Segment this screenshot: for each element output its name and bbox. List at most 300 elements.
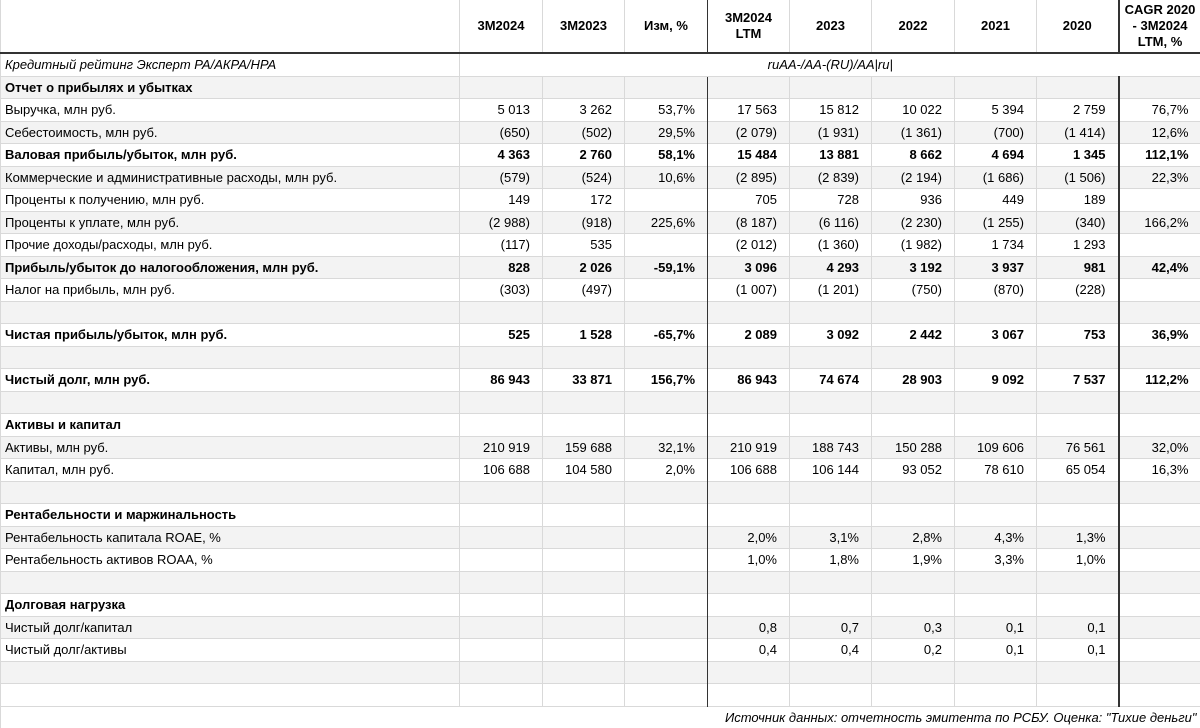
table-cell: (340)	[1037, 211, 1119, 234]
table-cell	[460, 571, 543, 594]
table-cell	[1037, 346, 1119, 369]
table-cell	[625, 346, 708, 369]
table-cell	[1037, 594, 1119, 617]
table-cell	[1037, 301, 1119, 324]
table-cell: (502)	[543, 121, 625, 144]
row-label: Отчет о прибылях и убытках	[1, 76, 460, 99]
table-cell	[543, 526, 625, 549]
table-cell: 9 092	[955, 369, 1037, 392]
table-cell: 3 262	[543, 99, 625, 122]
table-cell	[543, 391, 625, 414]
row-label	[1, 571, 460, 594]
table-row	[1, 504, 1200, 527]
table-cell: 3,3%	[955, 549, 1037, 572]
table-cell	[872, 594, 955, 617]
table-cell	[1037, 481, 1119, 504]
table-cell: 7 537	[1037, 369, 1119, 392]
table-cell: (750)	[872, 279, 955, 302]
table-cell: 4 363	[460, 144, 543, 167]
table-cell: 210 919	[460, 436, 543, 459]
row-label: Чистый долг/капитал	[1, 616, 460, 639]
table-cell: (1 201)	[790, 279, 872, 302]
table-cell: 188 743	[790, 436, 872, 459]
table-cell	[1119, 594, 1200, 617]
table-cell: 2,0%	[625, 459, 708, 482]
table-cell	[955, 684, 1037, 707]
table-cell: 535	[543, 234, 625, 257]
table-cell	[625, 639, 708, 662]
table-cell	[708, 346, 790, 369]
table-cell	[625, 414, 708, 437]
table-cell	[790, 301, 872, 324]
table-cell: 0,7	[790, 616, 872, 639]
row-label: Капитал, млн руб.	[1, 459, 460, 482]
table-cell: 78 610	[955, 459, 1037, 482]
source-note: Источник данных: отчетность эмитента по РСБУ. Оценка: "Тихие деньги"	[1, 706, 1200, 728]
table-cell: 33 871	[543, 369, 625, 392]
table-cell: 2,0%	[708, 526, 790, 549]
table-cell	[625, 526, 708, 549]
table-row	[1, 189, 1200, 212]
table-cell	[1037, 76, 1119, 99]
table-cell: 172	[543, 189, 625, 212]
table-cell: 4,3%	[955, 526, 1037, 549]
table-cell	[543, 639, 625, 662]
table-cell	[543, 684, 625, 707]
table-row	[1, 211, 1200, 234]
table-cell	[708, 481, 790, 504]
table-cell	[1119, 639, 1200, 662]
table-cell: 159 688	[543, 436, 625, 459]
row-label: Чистый долг, млн руб.	[1, 369, 460, 392]
table-cell: 1,9%	[872, 549, 955, 572]
table-cell: 753	[1037, 324, 1119, 347]
table-cell: 0,1	[955, 639, 1037, 662]
table-row	[1, 481, 1200, 504]
table-cell	[543, 76, 625, 99]
column-header-4: 3М2024 LTM	[708, 0, 790, 53]
table-cell	[543, 481, 625, 504]
table-cell: (1 931)	[790, 121, 872, 144]
table-cell: 109 606	[955, 436, 1037, 459]
table-cell	[460, 481, 543, 504]
table-cell: 104 580	[543, 459, 625, 482]
row-label: Выручка, млн руб.	[1, 99, 460, 122]
table-cell	[708, 391, 790, 414]
table-cell: 5 394	[955, 99, 1037, 122]
table-cell	[872, 301, 955, 324]
table-cell: 3 096	[708, 256, 790, 279]
table-cell: 10 022	[872, 99, 955, 122]
table-cell	[460, 391, 543, 414]
table-cell: 15 484	[708, 144, 790, 167]
table-cell: 15 812	[790, 99, 872, 122]
table-cell	[625, 481, 708, 504]
column-header-6: 2022	[872, 0, 955, 53]
table-cell	[708, 594, 790, 617]
table-row	[1, 279, 1200, 302]
table-cell: (1 007)	[708, 279, 790, 302]
column-header-3: Изм, %	[625, 0, 708, 53]
table-cell: 65 054	[1037, 459, 1119, 482]
table-cell: (117)	[460, 234, 543, 257]
table-cell	[460, 504, 543, 527]
table-cell: 2 026	[543, 256, 625, 279]
rating-label: Кредитный рейтинг Эксперт РА/АКРА/НРА	[1, 53, 460, 76]
table-cell: 13 881	[790, 144, 872, 167]
table-cell: (650)	[460, 121, 543, 144]
table-cell: 0,2	[872, 639, 955, 662]
table-cell: (2 012)	[708, 234, 790, 257]
table-cell: 17 563	[708, 99, 790, 122]
header-row	[1, 0, 1200, 53]
table-cell: 106 688	[460, 459, 543, 482]
row-label: Рентабельности и маржинальность	[1, 504, 460, 527]
row-label	[1, 481, 460, 504]
table-cell	[708, 684, 790, 707]
table-cell	[543, 504, 625, 527]
table-cell	[790, 346, 872, 369]
table-cell: 112,1%	[1119, 144, 1200, 167]
table-cell	[460, 616, 543, 639]
table-cell	[955, 414, 1037, 437]
table-row	[1, 76, 1200, 99]
row-label: Валовая прибыль/убыток, млн руб.	[1, 144, 460, 167]
table-cell: 166,2%	[1119, 211, 1200, 234]
row-label: Прибыль/убыток до налогообложения, млн руб.	[1, 256, 460, 279]
table-cell: 981	[1037, 256, 1119, 279]
row-label: Проценты к получению, млн руб.	[1, 189, 460, 212]
table-cell	[460, 661, 543, 684]
table-cell: (1 361)	[872, 121, 955, 144]
table-cell: 28 903	[872, 369, 955, 392]
column-header-2: 3М2023	[543, 0, 625, 53]
table-cell	[955, 481, 1037, 504]
table-cell	[543, 616, 625, 639]
table-cell: 76,7%	[1119, 99, 1200, 122]
column-header-5: 2023	[790, 0, 872, 53]
table-cell	[543, 549, 625, 572]
table-cell	[1037, 504, 1119, 527]
table-cell	[790, 414, 872, 437]
table-cell	[790, 684, 872, 707]
table-cell: 36,9%	[1119, 324, 1200, 347]
table-cell: (1 360)	[790, 234, 872, 257]
table-row	[1, 526, 1200, 549]
table-row	[1, 99, 1200, 122]
table-row	[1, 121, 1200, 144]
table-cell	[460, 684, 543, 707]
table-cell: (1 255)	[955, 211, 1037, 234]
table-cell: 449	[955, 189, 1037, 212]
table-cell: 1,0%	[708, 549, 790, 572]
table-cell: 0,4	[790, 639, 872, 662]
table-cell	[790, 571, 872, 594]
table-cell: 42,4%	[1119, 256, 1200, 279]
table-cell	[1119, 661, 1200, 684]
table-cell	[1037, 571, 1119, 594]
table-cell	[460, 526, 543, 549]
table-cell: 29,5%	[625, 121, 708, 144]
table-cell	[460, 76, 543, 99]
table-cell: 1 528	[543, 324, 625, 347]
table-cell	[543, 571, 625, 594]
table-cell	[543, 594, 625, 617]
table-cell: 106 144	[790, 459, 872, 482]
table-cell	[872, 414, 955, 437]
table-cell	[955, 571, 1037, 594]
table-cell	[1119, 616, 1200, 639]
table-cell	[790, 594, 872, 617]
table-cell	[872, 684, 955, 707]
rating-row	[1, 53, 1200, 76]
table-cell: 3 937	[955, 256, 1037, 279]
table-cell: 3 067	[955, 324, 1037, 347]
table-cell	[708, 571, 790, 594]
table-cell: 53,7%	[625, 99, 708, 122]
table-cell	[790, 76, 872, 99]
table-cell: 2 442	[872, 324, 955, 347]
table-cell	[1119, 279, 1200, 302]
column-header-1: 3М2024	[460, 0, 543, 53]
table-cell: 936	[872, 189, 955, 212]
table-row	[1, 369, 1200, 392]
table-row	[1, 234, 1200, 257]
table-cell	[625, 301, 708, 324]
table-row	[1, 684, 1200, 707]
table-cell: 225,6%	[625, 211, 708, 234]
table-cell	[790, 481, 872, 504]
table-row	[1, 639, 1200, 662]
table-cell	[872, 346, 955, 369]
row-label: Рентабельность активов ROAA, %	[1, 549, 460, 572]
table-cell: 4 694	[955, 144, 1037, 167]
table-cell: 2,8%	[872, 526, 955, 549]
table-cell	[708, 301, 790, 324]
table-cell	[460, 346, 543, 369]
table-cell: 4 293	[790, 256, 872, 279]
table-row	[1, 414, 1200, 437]
row-label: Долговая нагрузка	[1, 594, 460, 617]
table-cell: (870)	[955, 279, 1037, 302]
table-cell: 728	[790, 189, 872, 212]
table-cell: 0,1	[1037, 639, 1119, 662]
table-cell	[790, 504, 872, 527]
table-cell: 156,7%	[625, 369, 708, 392]
table-cell	[872, 571, 955, 594]
row-label: Проценты к уплате, млн руб.	[1, 211, 460, 234]
table-cell	[790, 391, 872, 414]
table-cell: 210 919	[708, 436, 790, 459]
table-cell	[625, 189, 708, 212]
table-cell: 150 288	[872, 436, 955, 459]
table-cell	[708, 76, 790, 99]
table-cell	[1119, 504, 1200, 527]
row-label: Рентабельность капитала ROAE, %	[1, 526, 460, 549]
table-cell: (524)	[543, 166, 625, 189]
table-cell: 22,3%	[1119, 166, 1200, 189]
table-cell: (228)	[1037, 279, 1119, 302]
table-row	[1, 391, 1200, 414]
table-row	[1, 256, 1200, 279]
table-cell: (2 839)	[790, 166, 872, 189]
table-cell	[1119, 481, 1200, 504]
table-cell: 12,6%	[1119, 121, 1200, 144]
table-cell	[625, 391, 708, 414]
table-cell	[708, 504, 790, 527]
table-cell: 0,3	[872, 616, 955, 639]
table-cell: 1,0%	[1037, 549, 1119, 572]
table-cell: 3,1%	[790, 526, 872, 549]
table-cell: 32,1%	[625, 436, 708, 459]
table-cell: 32,0%	[1119, 436, 1200, 459]
table-cell	[955, 391, 1037, 414]
table-cell: (2 230)	[872, 211, 955, 234]
table-cell	[460, 594, 543, 617]
table-cell: 1,3%	[1037, 526, 1119, 549]
table-cell: (8 187)	[708, 211, 790, 234]
table-cell: (1 686)	[955, 166, 1037, 189]
table-cell	[1119, 526, 1200, 549]
table-cell: (579)	[460, 166, 543, 189]
row-label	[1, 391, 460, 414]
table-row	[1, 459, 1200, 482]
table-cell	[1119, 346, 1200, 369]
column-header-0	[1, 0, 460, 53]
table-row	[1, 436, 1200, 459]
row-label: Чистая прибыль/убыток, млн руб.	[1, 324, 460, 347]
table-cell	[1119, 301, 1200, 324]
table-cell	[625, 684, 708, 707]
table-cell	[1037, 661, 1119, 684]
row-label	[1, 661, 460, 684]
table-cell	[955, 301, 1037, 324]
table-cell	[543, 414, 625, 437]
rating-value: ruAA-/AA-(RU)/AA|ru|	[460, 53, 1200, 76]
table-cell	[1119, 549, 1200, 572]
table-cell: 0,1	[955, 616, 1037, 639]
table-cell: 1 734	[955, 234, 1037, 257]
table-cell	[625, 571, 708, 594]
table-cell: 86 943	[708, 369, 790, 392]
table-cell: (2 895)	[708, 166, 790, 189]
table-cell	[625, 76, 708, 99]
table-cell: 93 052	[872, 459, 955, 482]
table-row	[1, 594, 1200, 617]
table-cell: 86 943	[460, 369, 543, 392]
table-cell: (2 079)	[708, 121, 790, 144]
table-cell	[543, 346, 625, 369]
row-label: Себестоимость, млн руб.	[1, 121, 460, 144]
table-cell	[460, 549, 543, 572]
table-cell	[625, 616, 708, 639]
table-cell	[872, 504, 955, 527]
row-label: Коммерческие и административные расходы, млн руб.	[1, 166, 460, 189]
table-cell	[1119, 189, 1200, 212]
table-cell	[708, 414, 790, 437]
table-cell: 1 293	[1037, 234, 1119, 257]
table-cell: 5 013	[460, 99, 543, 122]
table-row	[1, 166, 1200, 189]
table-cell: -65,7%	[625, 324, 708, 347]
table-cell: 189	[1037, 189, 1119, 212]
table-row	[1, 571, 1200, 594]
table-cell	[872, 391, 955, 414]
table-cell: (1 982)	[872, 234, 955, 257]
table-cell	[1119, 391, 1200, 414]
table-cell: 16,3%	[1119, 459, 1200, 482]
row-label: Активы и капитал	[1, 414, 460, 437]
table-body	[1, 53, 1200, 706]
table-cell	[625, 594, 708, 617]
table-cell: (303)	[460, 279, 543, 302]
table-row	[1, 144, 1200, 167]
table-cell: 0,1	[1037, 616, 1119, 639]
table-cell: 106 688	[708, 459, 790, 482]
table-cell	[955, 76, 1037, 99]
table-cell: 3 192	[872, 256, 955, 279]
table-cell: 705	[708, 189, 790, 212]
table-row	[1, 549, 1200, 572]
row-label	[1, 684, 460, 707]
table-cell	[625, 549, 708, 572]
table-cell: -59,1%	[625, 256, 708, 279]
table-cell	[460, 301, 543, 324]
row-label	[1, 301, 460, 324]
table-cell	[1119, 414, 1200, 437]
table-cell	[955, 594, 1037, 617]
table-cell	[543, 661, 625, 684]
table-cell	[1119, 234, 1200, 257]
table-cell	[955, 504, 1037, 527]
table-cell: (497)	[543, 279, 625, 302]
table-row	[1, 301, 1200, 324]
table-cell	[1037, 684, 1119, 707]
table-cell: (1 506)	[1037, 166, 1119, 189]
table-cell: (1 414)	[1037, 121, 1119, 144]
table-cell	[790, 661, 872, 684]
table-row	[1, 324, 1200, 347]
table-cell	[625, 504, 708, 527]
table-cell: (2 988)	[460, 211, 543, 234]
table-cell	[1037, 414, 1119, 437]
source-row	[1, 706, 1200, 728]
column-header-8: 2020	[1037, 0, 1119, 53]
table-cell	[625, 234, 708, 257]
row-label: Активы, млн руб.	[1, 436, 460, 459]
table-cell: 2 760	[543, 144, 625, 167]
table-cell: (700)	[955, 121, 1037, 144]
column-header-7: 2021	[955, 0, 1037, 53]
table-cell: 0,4	[708, 639, 790, 662]
table-cell: 1,8%	[790, 549, 872, 572]
table-cell: 1 345	[1037, 144, 1119, 167]
table-cell: (6 116)	[790, 211, 872, 234]
table-cell: 2 089	[708, 324, 790, 347]
table-cell	[625, 279, 708, 302]
table-cell: 0,8	[708, 616, 790, 639]
row-label: Прочие доходы/расходы, млн руб.	[1, 234, 460, 257]
table-cell: 74 674	[790, 369, 872, 392]
table-row	[1, 616, 1200, 639]
table-cell	[1119, 571, 1200, 594]
table-cell: 112,2%	[1119, 369, 1200, 392]
table-cell: 149	[460, 189, 543, 212]
table-cell	[1119, 76, 1200, 99]
table-cell	[872, 661, 955, 684]
table-cell: 3 092	[790, 324, 872, 347]
table-cell: 58,1%	[625, 144, 708, 167]
